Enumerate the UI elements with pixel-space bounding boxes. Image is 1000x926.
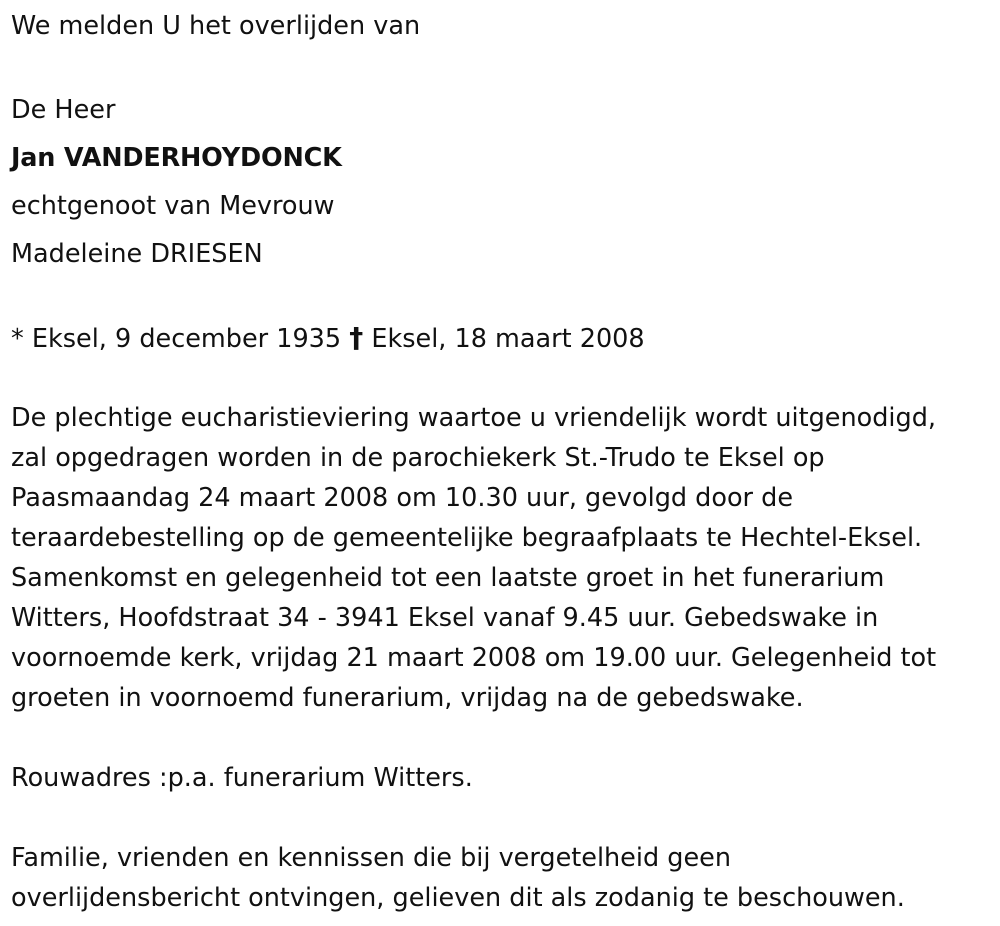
person-title: De Heer xyxy=(11,95,116,125)
cross-icon: † xyxy=(349,321,364,354)
intro-text: We melden U het overlijden van xyxy=(11,11,421,41)
ceremony-paragraph xyxy=(11,398,990,718)
ceremony-line: Paasmaandag 24 maart 2008 om 10.30 uur, gevolgd door de xyxy=(11,483,794,513)
ceremony-line: zal opgedragen worden in de parochiekerk St.-Trudo te Eksel op xyxy=(11,443,825,473)
dates-line xyxy=(11,318,990,358)
spouse-line: echtgenoot van Mevrouw xyxy=(11,191,335,221)
closing-line: Familie, vrienden en kennissen die bij vergetelheid geen xyxy=(11,843,731,873)
birth-date: * Eksel, 9 december 1935 xyxy=(11,324,342,354)
ceremony-line: groeten in voornoemd funerarium, vrijdag na de gebedswake. xyxy=(11,683,804,713)
spouse-name: Madeleine DRIESEN xyxy=(11,239,263,269)
spacer xyxy=(11,798,990,838)
death-date: Eksel, 18 maart 2008 xyxy=(371,324,645,354)
ceremony-line: De plechtige eucharistieviering waartoe u vriendelijk wordt uitgenodigd, xyxy=(11,403,936,433)
spacer xyxy=(11,46,990,86)
closing-line: overlijdensbericht ontvingen, gelieven dit als zodanig te beschouwen. xyxy=(11,883,905,913)
ceremony-line: Witters, Hoofdstraat 34 - 3941 Eksel vanaf 9.45 uur. Gebedswake in xyxy=(11,603,879,633)
spacer xyxy=(11,718,990,758)
closing-paragraph xyxy=(11,838,990,918)
ceremony-line: teraardebestelling op de gemeentelijke begraafplaats te Hechtel-Eksel. xyxy=(11,523,923,553)
spacer xyxy=(11,278,990,318)
mourning-address: Rouwadres :p.a. funerarium Witters. xyxy=(11,763,473,793)
spacer xyxy=(11,358,990,398)
ceremony-line: Samenkomst en gelegenheid tot een laatste groet in het funerarium xyxy=(11,563,885,593)
ceremony-line: voornoemde kerk, vrijdag 21 maart 2008 om 19.00 uur. Gelegenheid tot xyxy=(11,643,937,673)
person-name: Jan VANDERHOYDONCK xyxy=(11,143,342,173)
